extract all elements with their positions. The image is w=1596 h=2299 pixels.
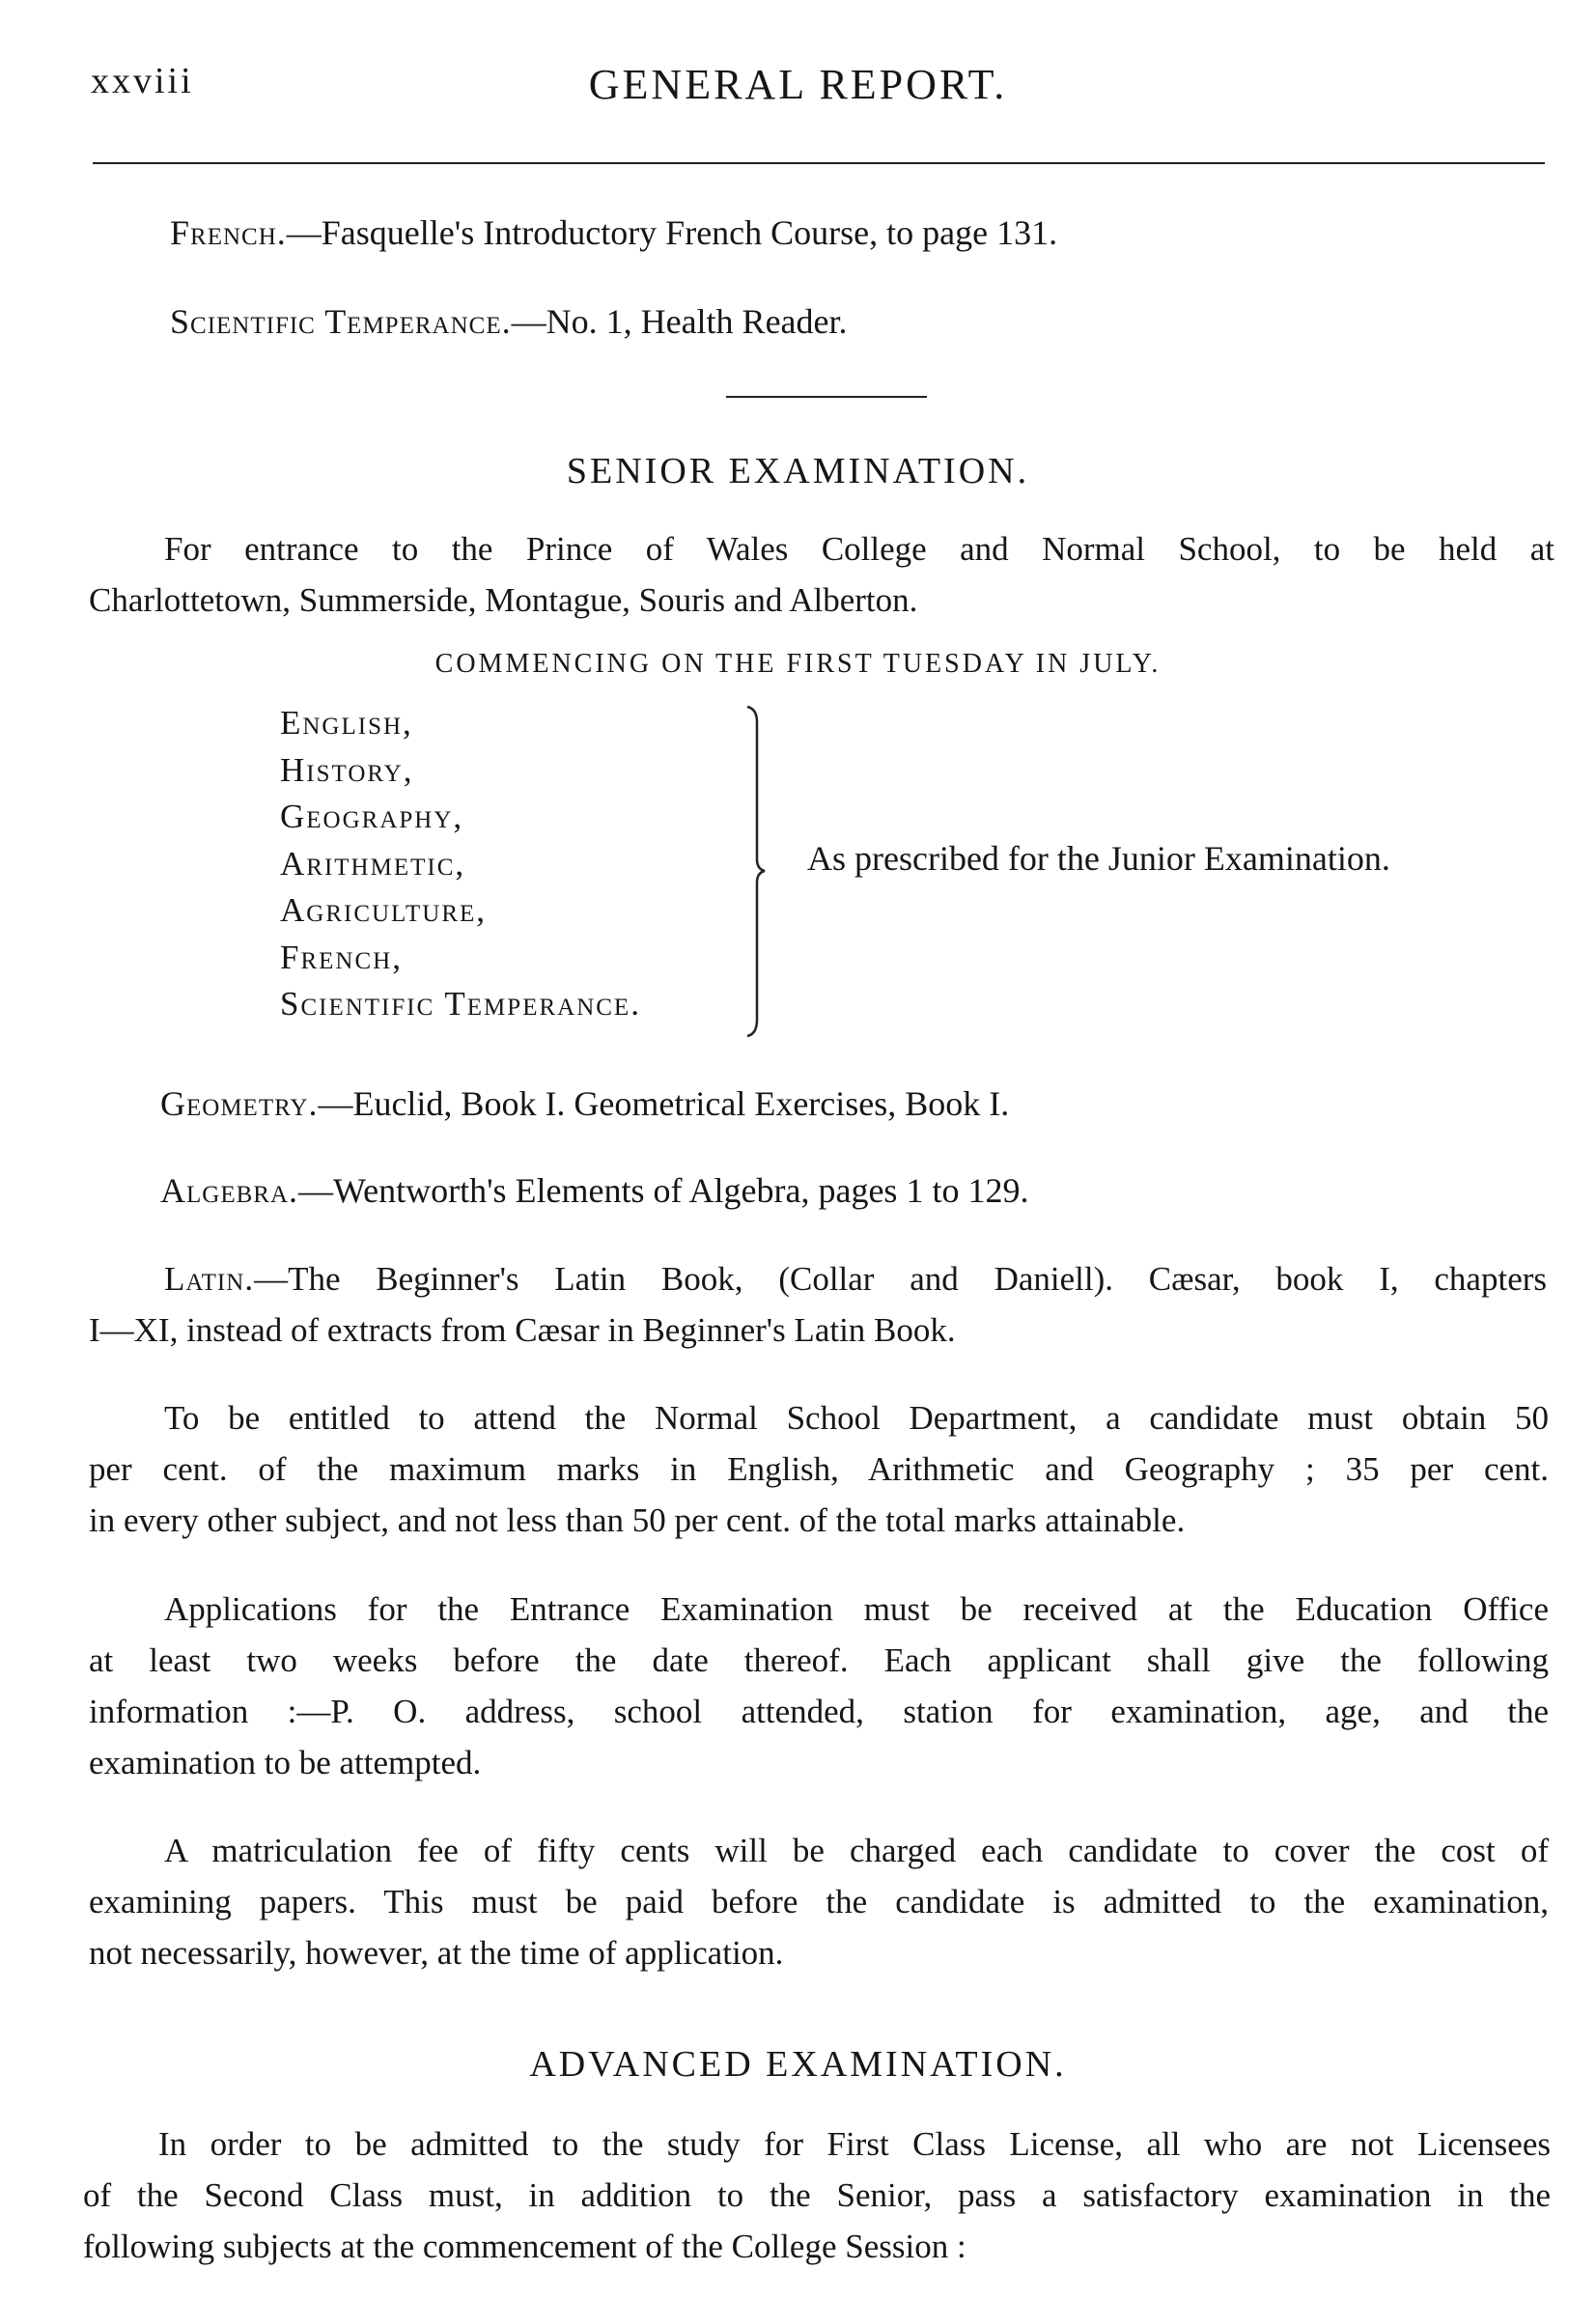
subject-item: Agriculture, (280, 891, 488, 929)
entry-text: —The Beginner's Latin Book, (Collar and Daniell). Cæsar, book I, chapters (254, 1260, 1547, 1298)
paragraph-line: In order to be admitted to the study for First Class License, all who are not Licensees (158, 2125, 1551, 2163)
paragraph-advanced (83, 2118, 1551, 2272)
paragraph-matriculation-fee (89, 1825, 1549, 1978)
paragraph-line: Applications for the Entrance Examination must be received at the Education Office (164, 1590, 1549, 1628)
paragraph-line: in every other subject, and not less than 50 per cent. of the total marks attainable. (89, 1501, 1186, 1539)
entry-label: French. (170, 213, 287, 252)
entry-geometry (160, 1079, 1009, 1128)
paragraph-line: following subjects at the commencement of the College Session : (83, 2228, 966, 2265)
entry-label: Scientific Temperance. (170, 302, 512, 341)
paragraph-line: of the Second Class must, in addition to the Senior, pass a satisfactory examination in the (83, 2176, 1551, 2214)
entry-text: —Euclid, Book I. Geometrical Exercises, Book I. (318, 1084, 1010, 1123)
latin-line: I—XI, instead of extracts from Cæsar in Beginner's Latin Book. (89, 1311, 956, 1349)
entry-label: Geometry. (160, 1084, 319, 1123)
entry-text: —Wentworth's Elements of Algebra, pages 1 to 129. (298, 1171, 1029, 1210)
paragraph-line: per cent. of the maximum marks in English, Arithmetic and Geography ; 35 per cent. (89, 1450, 1549, 1488)
senior-examination-heading: SENIOR EXAMINATION. (566, 451, 1030, 491)
paragraph-line: not necessarily, however, at the time of application. (89, 1934, 784, 1972)
entry-scientific-temperance (170, 297, 848, 346)
header-rule (93, 162, 1545, 164)
section-divider (726, 396, 927, 398)
subject-item: Scientific Temperance. (280, 985, 641, 1023)
senior-intro-line: Charlottetown, Summerside, Montague, Souris and Alberton. (89, 581, 918, 619)
entry-label: Algebra. (160, 1171, 298, 1210)
entry-label: Latin. (164, 1260, 255, 1298)
commencing-note: COMMENCING ON THE FIRST TUESDAY IN JULY. (434, 649, 1162, 679)
subject-list (280, 700, 641, 1028)
entry-latin (89, 1253, 1547, 1356)
subject-item: Geography, (280, 798, 464, 835)
running-title: GENERAL REPORT. (588, 61, 1008, 108)
entry-text: —No. 1, Health Reader. (511, 302, 848, 341)
paragraph-line: A matriculation fee of fifty cents will be charged each candidate to cover the cost of (164, 1832, 1549, 1869)
subject-item: Arithmetic, (280, 844, 466, 883)
entry-french (170, 209, 1057, 257)
entry-algebra (160, 1166, 1028, 1215)
advanced-examination-heading: ADVANCED EXAMINATION. (529, 2044, 1067, 2085)
page-number: xxviii (91, 61, 194, 101)
paragraph-line: To be entitled to attend the Normal School Department, a candidate must obtain 50 (164, 1399, 1549, 1437)
paragraph-line: examining papers. This must be paid before the candidate is admitted to the examination, (89, 1883, 1549, 1921)
paragraph-normal-school (89, 1392, 1549, 1546)
subject-item: French, (280, 938, 403, 976)
senior-intro (89, 523, 1554, 626)
senior-intro-line: For entrance to the Prince of Wales College and Normal School, to be held at (164, 530, 1554, 568)
brace-note: As prescribed for the Junior Examination. (807, 839, 1390, 878)
paragraph-line: examination to be attempted. (89, 1744, 482, 1781)
subject-item: History, (280, 750, 414, 789)
subject-item: English, (280, 704, 413, 742)
latin-line (89, 1253, 1547, 1304)
paragraph-line: at least two weeks before the date thereof. Each applicant shall give the following (89, 1641, 1549, 1679)
running-header (0, 60, 1596, 118)
right-brace-icon (743, 705, 770, 1038)
entry-text: —Fasquelle's Introductory French Course, to page 131. (286, 213, 1058, 252)
paragraph-applications (89, 1584, 1549, 1788)
paragraph-line: information :—P. O. address, school attended, station for examination, age, and the (89, 1693, 1549, 1730)
